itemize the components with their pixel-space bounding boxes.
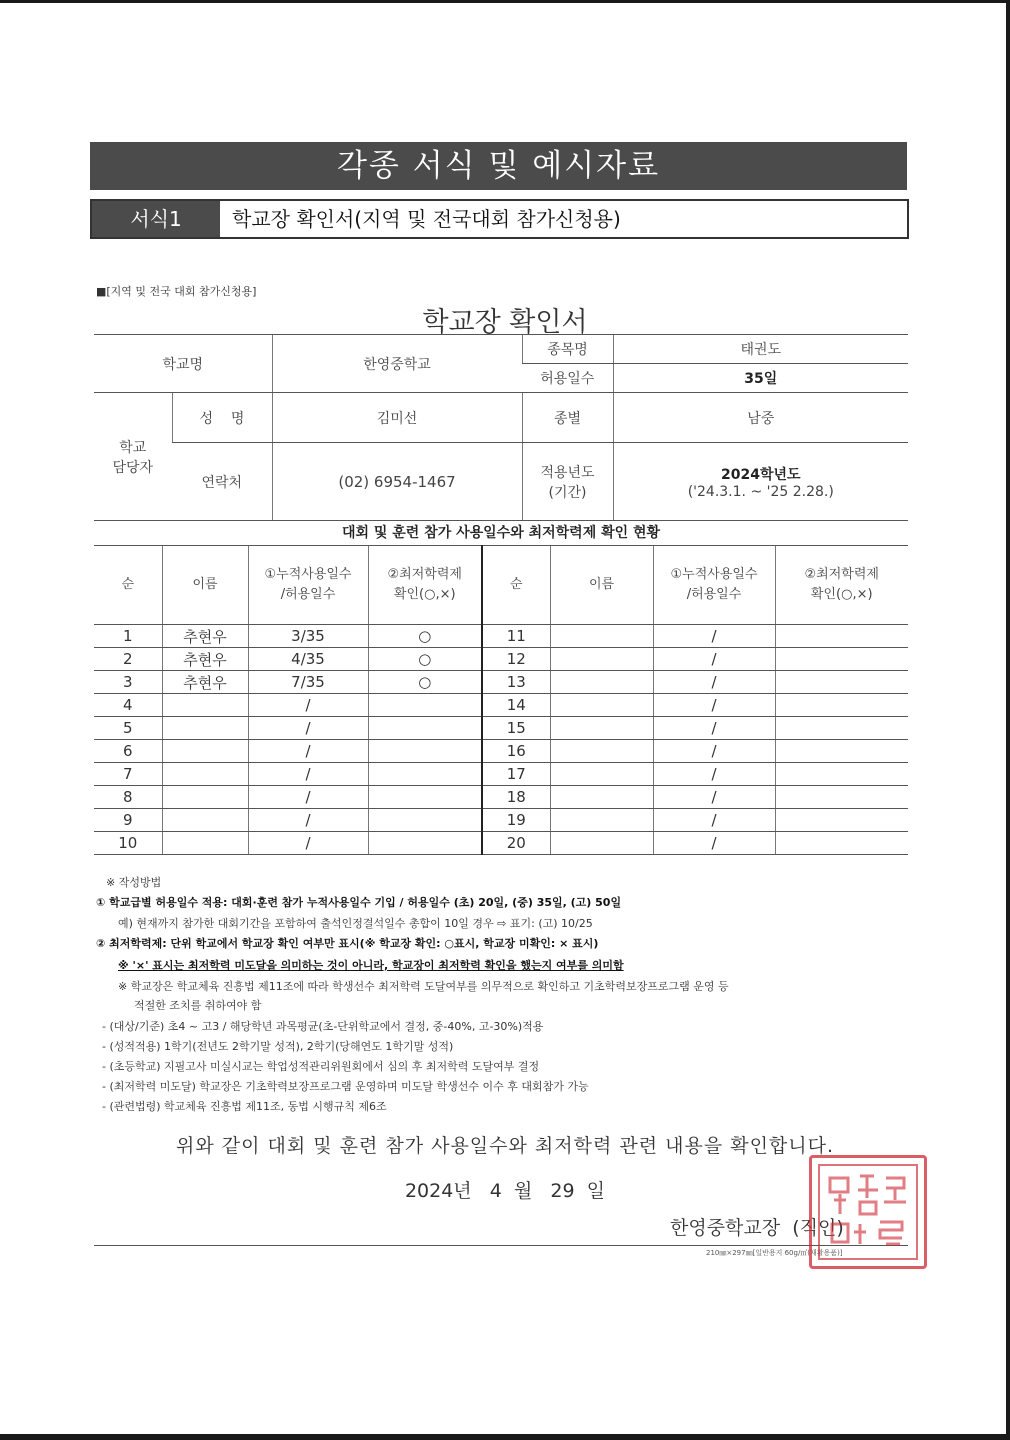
row-number-2: 16: [482, 740, 550, 763]
row-name-2: [550, 786, 653, 809]
row-name: [162, 786, 248, 809]
status-table: [94, 545, 908, 855]
row-name: [162, 717, 248, 740]
col-check-2: [775, 546, 908, 625]
row-number: 6: [94, 740, 162, 763]
event-value: 태권도: [613, 335, 908, 364]
row-number-2: 20: [482, 832, 550, 855]
col-usage: [248, 546, 368, 625]
document-title: 학교장 확인서: [422, 307, 588, 338]
row-usage: 7/35: [248, 671, 368, 694]
row-usage-2: /: [653, 625, 775, 648]
row-number: 5: [94, 717, 162, 740]
official-seal-stamp: [809, 1155, 927, 1269]
row-number: 9: [94, 809, 162, 832]
row-number-2: 17: [482, 763, 550, 786]
guide-heading: ※ 작성방법: [106, 876, 162, 889]
row-number-2: 15: [482, 717, 550, 740]
row-check: [368, 832, 482, 855]
contact-value: (02) 6954-1467: [272, 443, 522, 521]
row-check: [368, 763, 482, 786]
seal-pattern-icon: [820, 1166, 914, 1256]
row-check-2: [775, 740, 908, 763]
manager-label-line1: 학교: [119, 439, 147, 456]
guide-line9: - (초등학교) 지필고사 미실시교는 학업성적관리위원회에서 심의 후 최저학력 도달여부 결정: [102, 1060, 540, 1073]
row-usage: /: [248, 763, 368, 786]
col-usage-2: [653, 546, 775, 625]
row-number-2: 19: [482, 809, 550, 832]
table-row: [94, 786, 908, 809]
info-table: [94, 334, 908, 521]
col-name: 이름: [162, 546, 248, 625]
col-check-line2: 확인(○,×): [393, 587, 456, 602]
row-number: 1: [94, 625, 162, 648]
row-name: [162, 832, 248, 855]
row-check-2: [775, 786, 908, 809]
col-usage-line2: /허용일수: [280, 587, 336, 602]
row-name-2: [550, 694, 653, 717]
col-check-2-line2: 확인(○,×): [810, 587, 873, 602]
paper-spec: 210㎜×297㎜[일반용지 60g/㎡(재활용품)]: [706, 1249, 843, 1257]
row-name: [162, 694, 248, 717]
row-name-2: [550, 832, 653, 855]
row-usage: /: [248, 694, 368, 717]
col-usage-line1: ①누적사용일수: [264, 567, 352, 582]
header-title: 각종 서식 및 예시자료: [90, 142, 907, 190]
row-usage-2: /: [653, 740, 775, 763]
row-number-2: 14: [482, 694, 550, 717]
year-value: [613, 443, 908, 521]
guide-line1: ① 학교급별 허용일수 적용: 대회·훈련 참가 누적사용일수 기입 / 허용일수 (초) 20일, (중) 35일, (고) 50일: [96, 896, 622, 909]
name-label: 성 명: [172, 393, 272, 443]
row-check: ○: [368, 648, 482, 671]
row-name-2: [550, 717, 653, 740]
row-number: 10: [94, 832, 162, 855]
row-check-2: [775, 694, 908, 717]
frame-bottom: [0, 1434, 1010, 1440]
principal-signature: 한영중학교장 (직인): [670, 1217, 844, 1239]
guide-line5: ※ 학교장은 학교체육 진흥법 제11조에 따라 학생선수 최저학력 도달여부를 의무적으로 확인하고 기초학력보장프로그램 운영 등: [118, 980, 729, 993]
row-check-2: [775, 671, 908, 694]
form-tag: 서식1: [92, 201, 220, 237]
row-usage-2: /: [653, 786, 775, 809]
row-check-2: [775, 648, 908, 671]
row-name-2: [550, 625, 653, 648]
row-number-2: 18: [482, 786, 550, 809]
row-check-2: [775, 625, 908, 648]
usage-note: ■[지역 및 전국 대회 참가신청용]: [96, 285, 257, 298]
row-number: 4: [94, 694, 162, 717]
row-name: [162, 809, 248, 832]
col-num: 순: [94, 546, 162, 625]
row-usage: 4/35: [248, 648, 368, 671]
issue-date: 2024년 4 월 29 일: [404, 1180, 606, 1202]
guide-line7: - (대상/기준) 초4 ~ 고3 / 해당학년 과목평균(초-단위학교에서 결정, 중-40%, 고-30%)적용: [102, 1020, 544, 1033]
official-seal-inner: [818, 1164, 918, 1260]
row-usage: /: [248, 786, 368, 809]
row-usage-2: /: [653, 648, 775, 671]
table-row: [94, 625, 908, 648]
event-label: 종목명: [522, 335, 613, 364]
row-usage-2: /: [653, 763, 775, 786]
frame-right: [1006, 0, 1010, 1440]
manager-label: [94, 393, 172, 521]
category-label: 종별: [522, 393, 613, 443]
row-number: 8: [94, 786, 162, 809]
table-row: [94, 740, 908, 763]
col-num-2: 순: [482, 546, 550, 625]
row-check-2: [775, 809, 908, 832]
row-usage: /: [248, 740, 368, 763]
row-number-2: 11: [482, 625, 550, 648]
row-check: [368, 740, 482, 763]
guide-line3: ② 최저학력제: 단위 학교에서 학교장 확인 여부만 표시(※ 학교장 확인: ○표시, 학교장 미확인: × 표시): [96, 937, 599, 950]
row-number: 2: [94, 648, 162, 671]
manager-label-line2: 담당자: [112, 459, 154, 476]
guide-line2: 예) 현재까지 참가한 대회기간을 포함하여 출석인정결석일수 총합이 10일 경우 ⇨ 표기: (고) 10/25: [118, 917, 593, 930]
row-name-2: [550, 648, 653, 671]
form-subtitle-row: [90, 199, 909, 239]
guide-line8: - (성적적용) 1학기(전년도 2학기말 성적), 2학기(당해연도 1학기말 성적): [102, 1040, 454, 1053]
school-value: 한영중학교: [272, 335, 522, 393]
row-number: 3: [94, 671, 162, 694]
status-title: 대회 및 훈련 참가 사용일수와 최저학력제 확인 현황: [341, 525, 661, 541]
row-name-2: [550, 740, 653, 763]
row-check: ○: [368, 625, 482, 648]
col-check-line1: ②최저학력제: [387, 567, 462, 582]
row-usage: 3/35: [248, 625, 368, 648]
col-check: [368, 546, 482, 625]
row-usage: /: [248, 809, 368, 832]
row-usage-2: /: [653, 809, 775, 832]
row-check: [368, 786, 482, 809]
row-name-2: [550, 763, 653, 786]
table-row: [94, 694, 908, 717]
allowed-days-value: 35일: [613, 364, 908, 393]
row-number-2: 12: [482, 648, 550, 671]
row-name-2: [550, 809, 653, 832]
row-name: [162, 763, 248, 786]
col-usage-2-line2: /허용일수: [686, 587, 742, 602]
row-name: 추현우: [162, 625, 248, 648]
form-title: 학교장 확인서(지역 및 전국대회 참가신청용): [232, 207, 621, 231]
table-row: [94, 671, 908, 694]
row-name: 추현우: [162, 671, 248, 694]
table-row: [94, 832, 908, 855]
guide-line6: 적절한 조치를 취하여야 함: [134, 999, 262, 1012]
col-usage-2-line1: ①누적사용일수: [670, 567, 758, 582]
table-row: [94, 648, 908, 671]
allowed-days-label: 허용일수: [522, 364, 613, 393]
row-usage-2: /: [653, 694, 775, 717]
year-value-line1: 2024학년도: [720, 466, 801, 483]
year-value-line2: ('24.3.1. ~ '25 2.28.): [687, 483, 834, 500]
row-usage-2: /: [653, 717, 775, 740]
row-check: [368, 717, 482, 740]
year-label: [522, 443, 613, 521]
row-usage: /: [248, 832, 368, 855]
col-check-2-line1: ②최저학력제: [804, 567, 879, 582]
row-check: [368, 809, 482, 832]
row-name: [162, 740, 248, 763]
confirmation-statement: 위와 같이 대회 및 훈련 참가 사용일수와 최저학력 관련 내용을 확인합니다.: [175, 1135, 835, 1157]
table-row: [94, 763, 908, 786]
row-check-2: [775, 717, 908, 740]
row-number-2: 13: [482, 671, 550, 694]
guide-line4: ※ '×' 표시는 최저학력 미도달을 의미하는 것이 아니라, 학교장이 최저학력 확인을 했는지 여부를 의미함: [118, 959, 624, 972]
year-label-line1: 적용년도: [540, 464, 595, 481]
bottom-divider: [94, 1245, 908, 1246]
col-name-2: 이름: [550, 546, 653, 625]
category-value: 남중: [613, 393, 908, 443]
guide-line10: - (최저학력 미도달) 학교장은 기초학력보장프로그램 운영하며 미도달 학생선수 이수 후 대회참가 가능: [102, 1080, 589, 1093]
year-label-line2: (기간): [548, 484, 587, 501]
row-name: 추현우: [162, 648, 248, 671]
status-header-row: [94, 546, 908, 625]
contact-label: 연락처: [172, 443, 272, 521]
table-row: [94, 717, 908, 740]
row-usage-2: /: [653, 832, 775, 855]
frame-top: [0, 0, 1010, 3]
row-usage-2: /: [653, 671, 775, 694]
row-usage: /: [248, 717, 368, 740]
row-check: [368, 694, 482, 717]
row-check: ○: [368, 671, 482, 694]
school-label: 학교명: [94, 335, 272, 393]
row-name-2: [550, 671, 653, 694]
table-row: [94, 809, 908, 832]
guide-line11: - (관련법령) 학교체육 진흥법 제11조, 동법 시행규칙 제6조: [102, 1100, 387, 1113]
row-number: 7: [94, 763, 162, 786]
name-value: 김미선: [272, 393, 522, 443]
row-check-2: [775, 763, 908, 786]
row-check-2: [775, 832, 908, 855]
